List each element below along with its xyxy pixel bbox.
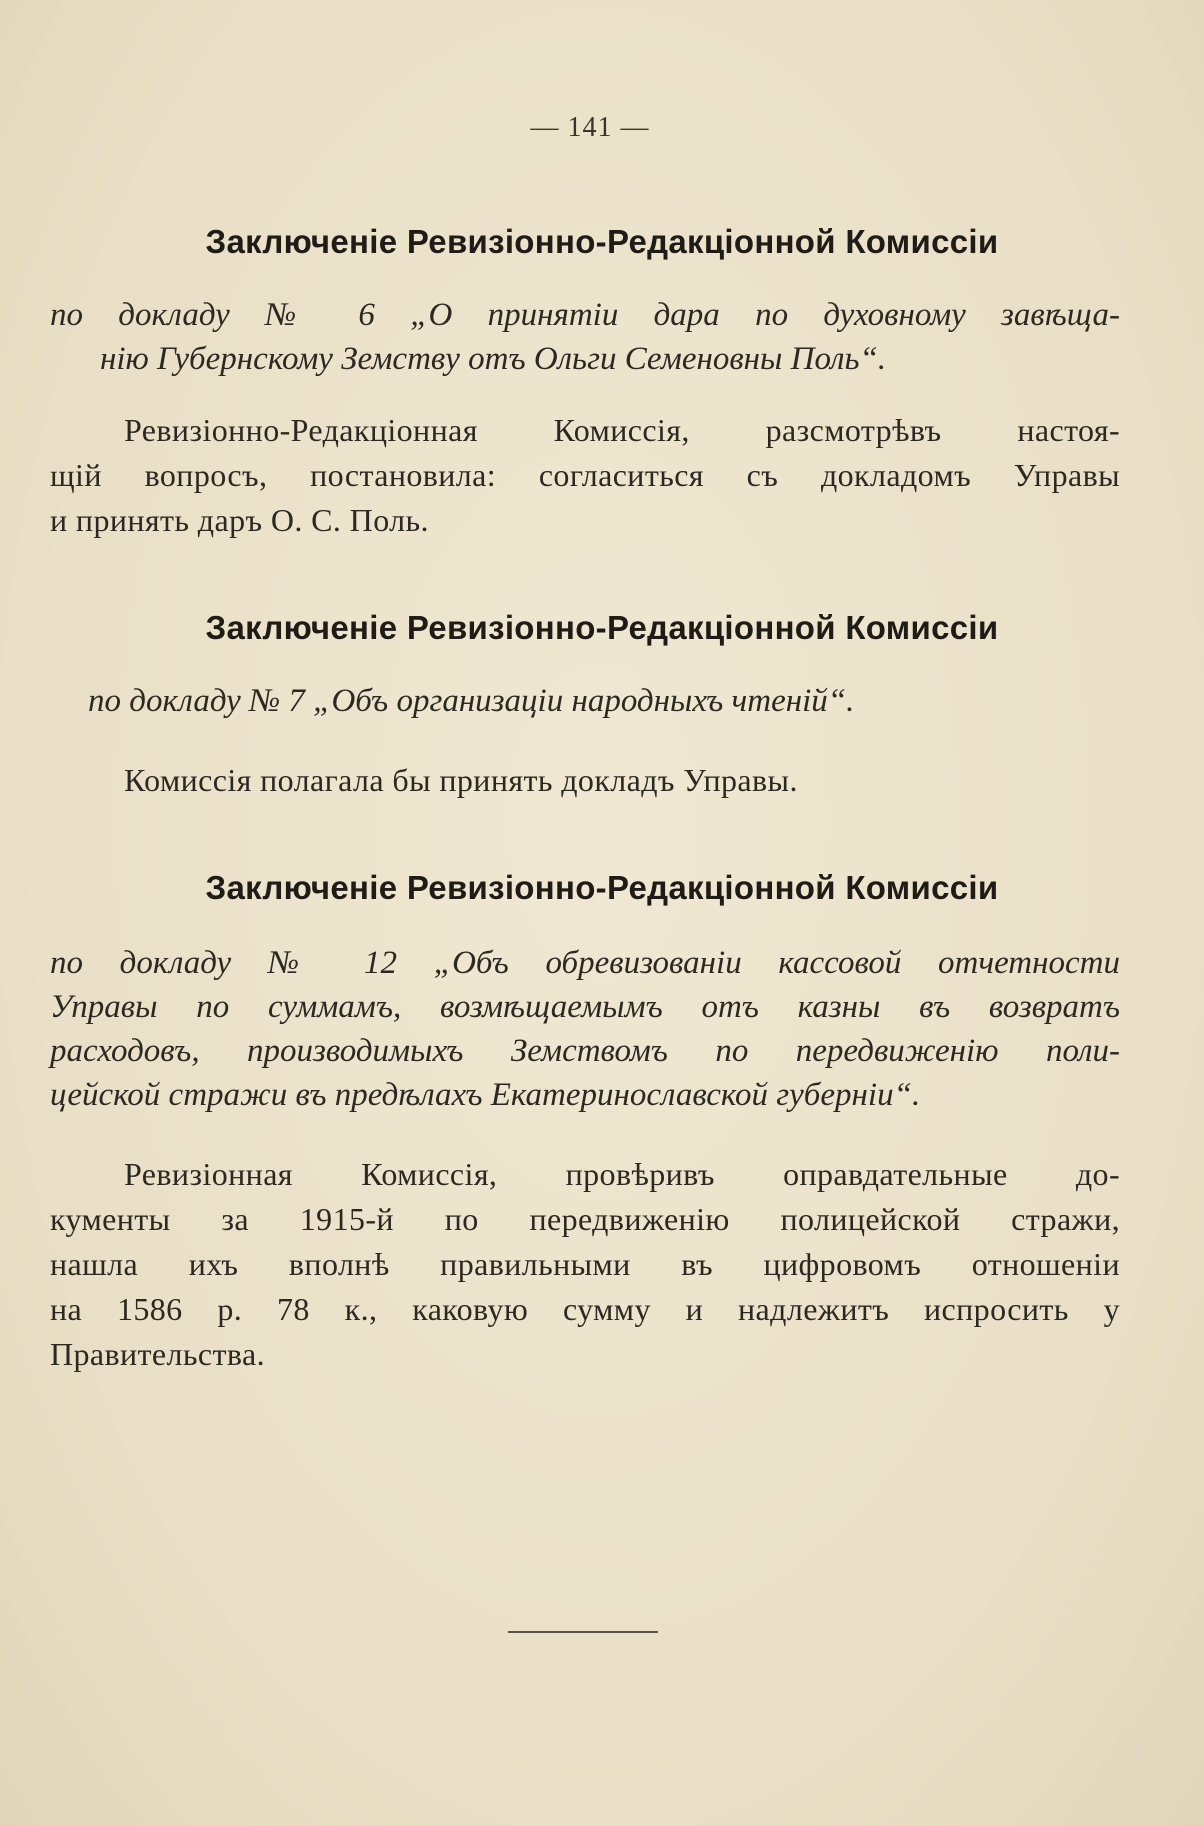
section-3-body <box>50 1152 1120 1377</box>
section-2-subtitle <box>50 679 1120 723</box>
section-2-heading: Заключеніе Ревизіонно-Редакціонной Комиссіи <box>205 609 999 646</box>
body-line: и принять даръ О. С. Поль. <box>50 502 429 538</box>
body-line: кументы за 1915-й по передвиженію полицейской стражи, <box>50 1201 1120 1237</box>
section-3-heading: Заключеніе Ревизіонно-Редакціонной Комиссіи <box>205 869 999 906</box>
body-line: нашла ихъ вполнѣ правильными въ цифровомъ отношеніи <box>50 1246 1120 1282</box>
section-1-body <box>50 408 1120 543</box>
body-line: на 1586 р. 78 к., каковую сумму и надлежитъ испросить у <box>50 1291 1120 1327</box>
body-line: Правительства. <box>50 1336 265 1372</box>
section-1-subtitle <box>50 293 1120 381</box>
subtitle-line: расходовъ, производимыхъ Земствомъ по передвиженію поли- <box>50 1033 1120 1069</box>
body-line: Комиссія полагала бы принять докладъ Управы. <box>124 762 798 798</box>
subtitle-line: по докладу № 12 „Объ обревизованіи кассовой отчетности <box>50 945 1120 981</box>
body-line: щій вопросъ, постановила: согласиться съ докладомъ Управы <box>50 457 1120 493</box>
subtitle-line: Управы по суммамъ, возмѣщаемымъ отъ казны въ возвратъ <box>50 989 1120 1025</box>
subtitle-line: нію Губернскому Земству отъ Ольги Семеновны Поль“. <box>100 341 887 377</box>
page-number: — 141 — <box>530 112 650 143</box>
section-3-subtitle <box>50 941 1120 1117</box>
section-2-body <box>50 758 1120 803</box>
subtitle-line: по докладу № 7 „Объ организаціи народныхъ чтеній“. <box>88 683 855 719</box>
body-line: Ревизіонно-Редакціонная Комиссія, разсмотрѣвъ настоя- <box>124 412 1120 448</box>
subtitle-line: по докладу № 6 „О принятіи дара по духовному завѣща- <box>50 297 1120 333</box>
section-1-heading: Заключеніе Ревизіонно-Редакціонной Комиссіи <box>205 223 999 260</box>
closing-rule <box>508 1631 658 1633</box>
body-line: Ревизіонная Комиссія, провѣривъ оправдательные до- <box>124 1156 1120 1192</box>
subtitle-line: цейской стражи въ предѣлахъ Екатеринославской губерніи“. <box>50 1077 921 1113</box>
